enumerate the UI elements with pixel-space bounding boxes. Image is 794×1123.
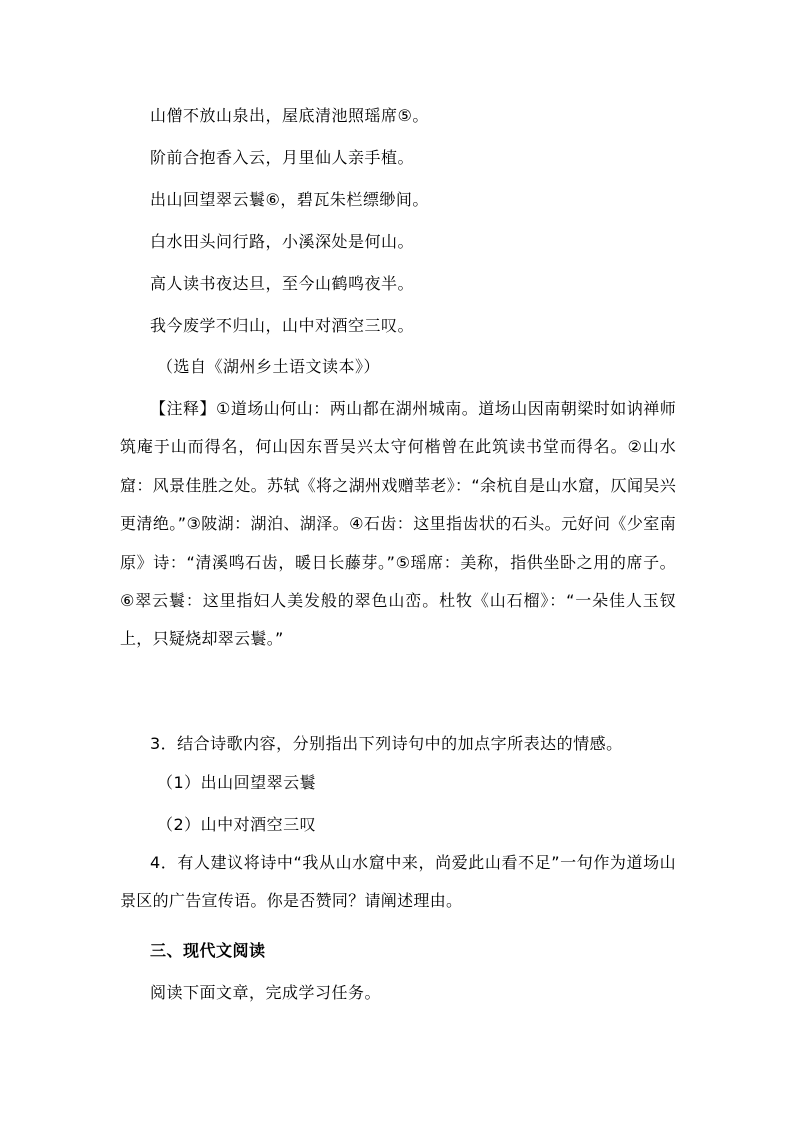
question-3: 3．结合诗歌内容，分别指出下列诗句中的加点字所表达的情感。 [150, 734, 623, 753]
poem-line-1: 山僧不放山泉出，屋底清池照瑶席⑤。 [150, 106, 429, 125]
question-4: 4．有人建议将诗中“我从山水窟中来，尚爱此山看不足”一句作为道场山景区的广告宣传语。你是否赞同？请阐述理由。 [120, 853, 676, 911]
poem-line-2: 阶前合抱香入云，月里仙人亲手植。 [150, 148, 415, 167]
reading-instruction: 阅读下面文章，完成学习任务。 [150, 983, 382, 1002]
section-heading-modern-reading: 三、现代文阅读 [150, 941, 266, 960]
poem-line-4: 白水田头问行路，小溪深处是何山。 [150, 232, 415, 251]
question-3-part-1: （1）出山回望翠云鬟 [157, 773, 317, 792]
poem-line-3: 出山回望翠云鬟⑥，碧瓦朱栏缥缈间。 [150, 190, 429, 209]
poem-line-6: 我今废学不归山，山中对酒空三叹。 [150, 316, 415, 335]
poem-source: （选自《湖州乡土语文读本》） [157, 357, 381, 376]
question-3-part-2: （2）山中对酒空三叹 [157, 815, 317, 834]
annotation-notes: 【注释】①道场山何山：两山都在湖州城南。道场山因南朝梁时如讷禅师筑庵于山而得名，何山因东晋吴兴太守何楷曾在此筑读书堂而得名。②山水窟：风景佳胜之处。苏轼《将之湖州戏赠莘老》：“余杭自是山水窟，仄闻吴兴更清绝。”③陂湖：湖泊、湖泽。④石齿：这里指齿状的石头。元好问《少室南原》诗：“清溪鸣石齿，暖日长藤芽。”⑤瑶席：美称，指供坐卧之用的席子。⑥翠云鬟：这里指妇人美发般的翠色山峦。杜牧《山石榴》：“一朵佳人玉钗上，只疑烧却翠云鬟。” [120, 399, 676, 649]
poem-line-5: 高人读书夜达旦，至今山鹤鸣夜半。 [150, 274, 415, 293]
